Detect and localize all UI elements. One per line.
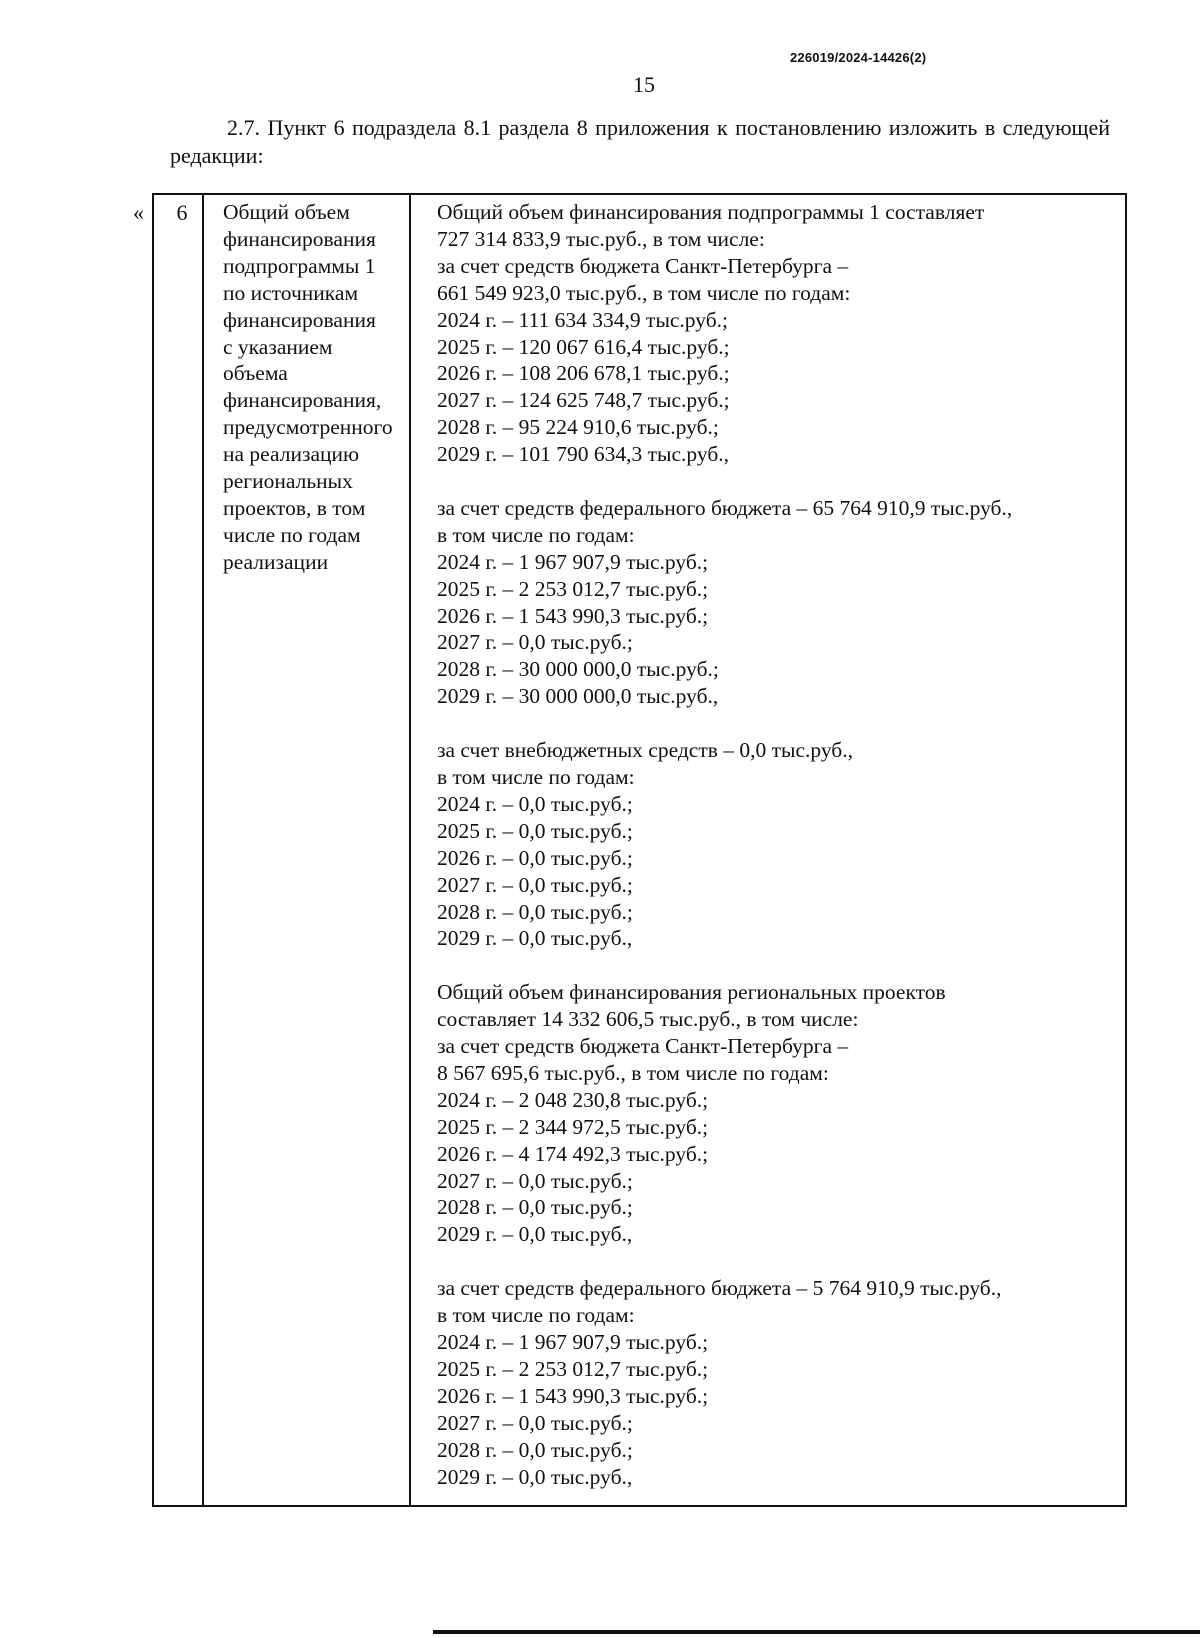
row-name-line: финансирования, bbox=[223, 388, 382, 413]
financing-line: за счет средств бюджета Санкт-Петербурга – bbox=[437, 1034, 849, 1059]
row-name-line: подпрограммы 1 bbox=[223, 253, 376, 278]
financing-line: 2028 г. – 0,0 тыс.руб.; bbox=[437, 1437, 633, 1462]
row-name-line: по источникам bbox=[223, 280, 359, 305]
row-name-line: Общий объем bbox=[223, 200, 350, 224]
financing-line: 2025 г. – 120 067 616,4 тыс.руб.; bbox=[437, 334, 730, 359]
financing-line: 2029 г. – 101 790 634,3 тыс.руб., bbox=[437, 442, 730, 467]
financing-line: составляет 14 332 606,5 тыс.руб., в том числе: bbox=[437, 1007, 859, 1032]
intro-text: 2.7. Пункт 6 подраздела 8.1 раздела 8 приложения к постановлению изложить в следующей редакции: bbox=[170, 115, 1110, 168]
financing-line: за счет средств бюджета Санкт-Петербурга – bbox=[437, 253, 849, 278]
financing-block bbox=[437, 737, 1122, 952]
row-name-line: реализации bbox=[223, 549, 329, 574]
row-name-line: финансирования bbox=[223, 226, 376, 251]
financing-line: 2025 г. – 2 253 012,7 тыс.руб.; bbox=[437, 576, 709, 601]
page-bottom-rule bbox=[433, 1630, 1200, 1634]
financing-line: за счет средств федерального бюджета – 65 764 910,9 тыс.руб., bbox=[437, 495, 1013, 520]
financing-line: 2026 г. – 108 206 678,1 тыс.руб.; bbox=[437, 361, 730, 386]
financing-line: 2025 г. – 0,0 тыс.руб.; bbox=[437, 818, 633, 843]
financing-line: 2029 г. – 30 000 000,0 тыс.руб., bbox=[437, 684, 719, 709]
financing-line: за счет средств федерального бюджета – 5 764 910,9 тыс.руб., bbox=[437, 1276, 1002, 1301]
financing-line: 2029 г. – 0,0 тыс.руб., bbox=[437, 1464, 633, 1489]
financing-block bbox=[437, 199, 1122, 468]
block-spacer bbox=[437, 468, 1122, 495]
page-number: 15 bbox=[633, 72, 655, 97]
financing-line: 2027 г. – 0,0 тыс.руб.; bbox=[437, 872, 633, 897]
financing-line: 661 549 923,0 тыс.руб., в том числе по годам: bbox=[437, 280, 851, 305]
financing-line: 2027 г. – 0,0 тыс.руб.; bbox=[437, 1168, 633, 1193]
financing-line: 2024 г. – 0,0 тыс.руб.; bbox=[437, 791, 633, 816]
financing-line: в том числе по годам: bbox=[437, 765, 635, 789]
financing-line: в том числе по годам: bbox=[437, 522, 635, 547]
row-name-line: с указанием bbox=[223, 334, 333, 359]
financing-line: 2026 г. – 1 543 990,3 тыс.руб.; bbox=[437, 603, 709, 628]
financing-line: 2028 г. – 0,0 тыс.руб.; bbox=[437, 899, 633, 924]
row-name-line: финансирования bbox=[223, 307, 376, 332]
financing-line: Общий объем финансирования подпрограммы 1 составляет bbox=[437, 200, 985, 224]
financing-line: 2029 г. – 0,0 тыс.руб., bbox=[437, 926, 633, 951]
intro-paragraph bbox=[170, 114, 1110, 170]
financing-line: 8 567 695,6 тыс.руб., в том числе по годам: bbox=[437, 1060, 829, 1085]
financing-line: 2028 г. – 30 000 000,0 тыс.руб.; bbox=[437, 657, 719, 682]
financing-block bbox=[437, 979, 1122, 1248]
row-name-line: региональных bbox=[223, 469, 353, 494]
financing-line: 2027 г. – 0,0 тыс.руб.; bbox=[437, 630, 633, 655]
row-name-cell bbox=[223, 199, 428, 576]
financing-line: 2028 г. – 95 224 910,6 тыс.руб.; bbox=[437, 415, 719, 440]
financing-block bbox=[437, 1275, 1122, 1490]
financing-line: 2025 г. – 2 253 012,7 тыс.руб.; bbox=[437, 1356, 709, 1381]
financing-line: Общий объем финансирования региональных проектов bbox=[437, 980, 946, 1005]
financing-line: за счет внебюджетных средств – 0,0 тыс.руб., bbox=[437, 738, 853, 763]
row-number-cell: 6 bbox=[176, 200, 188, 225]
row-name-line: объема bbox=[223, 361, 288, 386]
table-column-divider bbox=[202, 195, 204, 1505]
financing-line: 2024 г. – 2 048 230,8 тыс.руб.; bbox=[437, 1087, 709, 1112]
block-spacer bbox=[437, 1248, 1122, 1275]
financing-line: 2026 г. – 1 543 990,3 тыс.руб.; bbox=[437, 1383, 709, 1408]
financing-line: 2024 г. – 111 634 334,9 тыс.руб.; bbox=[437, 307, 729, 332]
row-name-line: числе по годам bbox=[223, 522, 361, 547]
financing-line: 2026 г. – 0,0 тыс.руб.; bbox=[437, 845, 633, 870]
row-content-cell bbox=[437, 199, 1122, 1490]
financing-line: 2024 г. – 1 967 907,9 тыс.руб.; bbox=[437, 549, 709, 574]
document-registration-number: 226019/2024-14426(2) bbox=[790, 50, 927, 65]
opening-quote-mark: « bbox=[133, 200, 144, 225]
financing-line: 2027 г. – 0,0 тыс.руб.; bbox=[437, 1410, 633, 1435]
financing-line: 2027 г. – 124 625 748,7 тыс.руб.; bbox=[437, 388, 730, 413]
financing-line: 2024 г. – 1 967 907,9 тыс.руб.; bbox=[437, 1330, 709, 1354]
financing-line: 2029 г. – 0,0 тыс.руб., bbox=[437, 1222, 633, 1247]
financing-line: 2026 г. – 4 174 492,3 тыс.руб.; bbox=[437, 1141, 709, 1166]
block-spacer bbox=[437, 952, 1122, 979]
financing-line: 2028 г. – 0,0 тыс.руб.; bbox=[437, 1195, 633, 1220]
block-spacer bbox=[437, 710, 1122, 737]
row-name-line: проектов, в том bbox=[223, 495, 366, 520]
financing-table bbox=[152, 193, 1127, 1507]
row-name-line: на реализацию bbox=[223, 442, 360, 467]
financing-line: в том числе по годам: bbox=[437, 1303, 635, 1328]
row-name-line: предусмотренного bbox=[223, 415, 393, 440]
financing-line: 2025 г. – 2 344 972,5 тыс.руб.; bbox=[437, 1114, 709, 1139]
financing-line: 727 314 833,9 тыс.руб., в том числе: bbox=[437, 226, 765, 251]
financing-block bbox=[437, 495, 1122, 710]
